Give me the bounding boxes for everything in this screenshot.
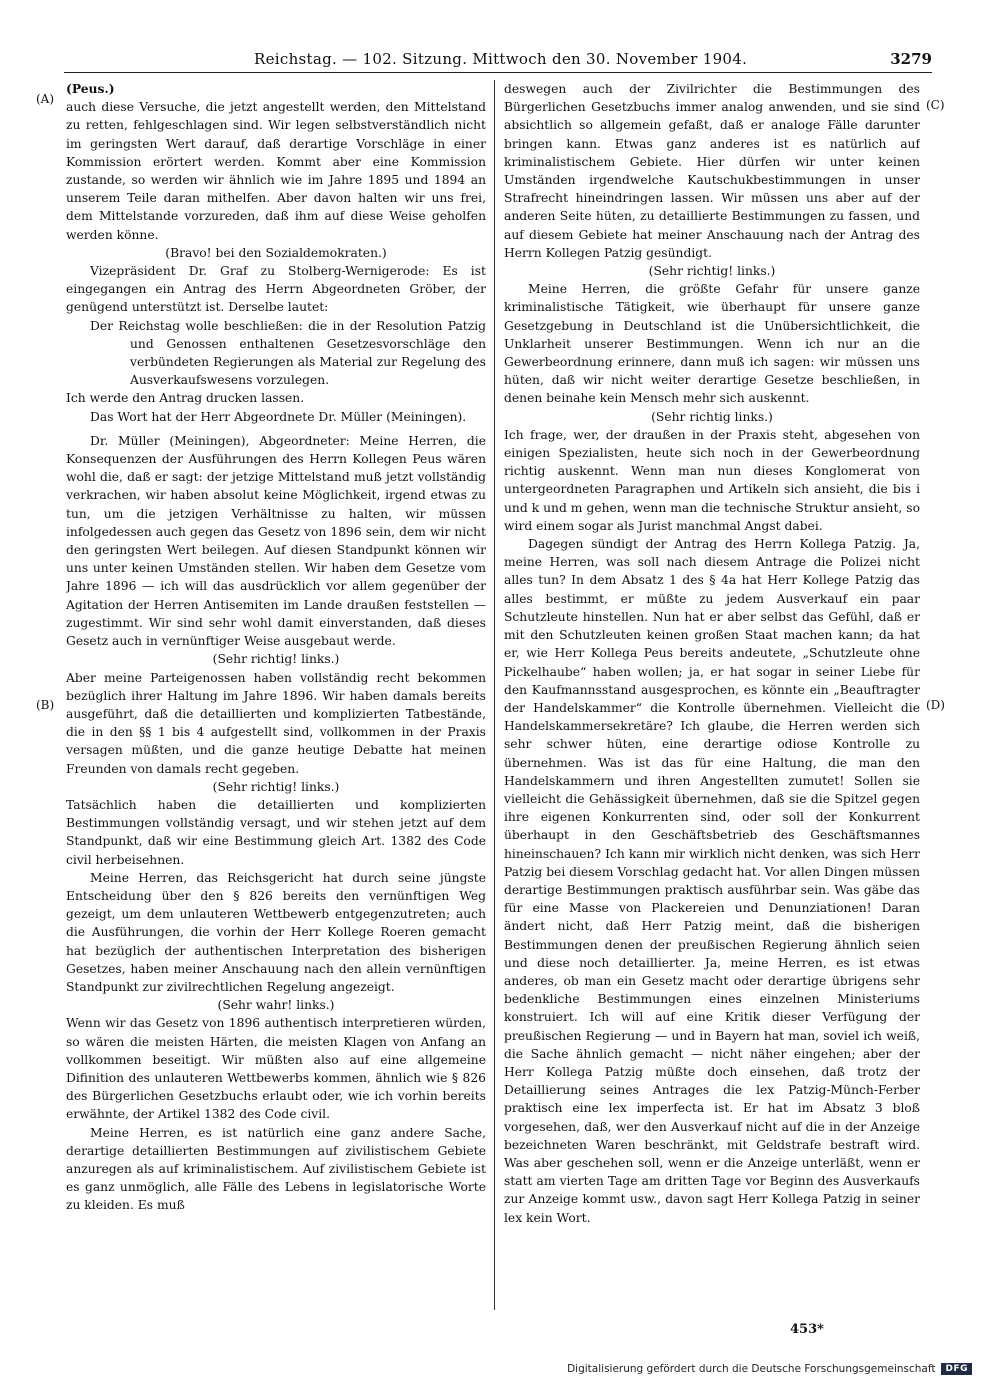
page-number: 3279 [890,50,932,68]
paragraph: Tatsächlich haben die detaillierten und komplizierten Bestimmungen vollständig versagt, und wir stehen jetzt auf dem Standpunkt, daß wir eine Bestimmung gleich Art. 1382 des Code civil herbeisehnen. [66,797,486,867]
interjection: (Sehr wahr! links.) [217,998,335,1013]
margin-marker-c: (C) [926,98,945,112]
paragraph: Wenn wir das Gesetz von 1896 authentisch interpretieren würden, so wären die meisten Härten, die meisten Klagen von Anfang an vollkommen beseitigt. Wir müßten also auf eine allgemeine Difinition des unlauteren Wettbewerbs kommen, ähnlich wie § 826 des Bürgerlichen Gesetzbuchs erlaubt oder, wie ich vorhin bereits erwähnte, der Artikel 1382 des Code civil. [66,1016,486,1122]
page-header [64,48,932,73]
interjection: (Bravo! bei den Sozialdemokraten.) [165,245,387,260]
running-title: Reichstag. — 102. Sitzung. Mittwoch den 30. November 1904. [254,50,748,68]
column-divider [494,80,495,1310]
sheet-signature: 453* [790,1322,824,1337]
paragraph: Ich werde den Antrag drucken lassen. [66,391,305,406]
speaker-tag: (Peus.) [66,81,115,96]
interjection: (Sehr richtig links.) [651,409,773,424]
interjection: (Sehr richtig! links.) [212,652,340,667]
paragraph: Der Reichstag wolle beschließen: die in der Resolution Patzig und Genossen enthaltenen Gesetzesvorschläge den verbündeten Regierungen als Material zur Regelung des Ausverkaufswesens vorzulegen. [90,318,486,388]
left-column [66,80,486,1310]
interjection: (Sehr richtig! links.) [648,264,776,279]
paragraph: Meine Herren, das Reichsgericht hat durch seine jüngste Entscheidung über den § 826 bereits den vernünftigen Weg gezeigt, um dem unlauteren Wettbewerb entgegenzutreten; auch die Ausführungen, die vorhin der Herr Kollege Roeren gemacht hat bezüglich der authentischen Interpretation des bisherigen Gesetzes, haben meiner Anschauung nach den allein vernünftigen Standpunkt zur zivilrechtlichen Regelung angezeigt. [66,870,486,994]
paragraph: Ich frage, wer, der draußen in der Praxis steht, abgesehen von einigen Spezialisten, heute sich noch in der Gewerbeordnung richtig auskennt. Wenn man nun dieses Konglomerat von untergeordneten Paragraphen und Artikeln sich ansieht, die bis i und k und m gehen, wenn man die technische Struktur ansieht, so wird einem sogar als Jurist manchmal Angst dabei. [504,427,920,533]
paragraph: Dr. Müller (Meiningen), Abgeordneter: Meine Herren, die Konsequenzen der Ausführungen des Herrn Kollegen Peus wären wohl die, daß er sagt: der jetzige Mittelstand muß jetzt vollständig verkrachen, wir haben absolut keine Möglichkeit, irgend etwas zu tun, um die jetzigen Verhältnisse zu halten, wir müssen infolgedessen auch gegen das Gesetz von 1896 sein, dem wir nicht den geringsten Wert beilegen. Auf diesen Standpunkt können wir uns unter keinen Umständen stellen. Wir haben dem Gesetze vom Jahre 1896 — ich will das ausdrücklich vor allem gegenüber der Agitation der Herren Antisemiten im Lande draußen feststellen — zugestimmt. Wir sind sehr wohl damit einverstanden, daß dieses Gesetz auch in vernünftiger Weise ausgebaut werde. [66,433,486,649]
paragraph: Dagegen sündigt der Antrag des Herrn Kollega Patzig. Ja, meine Herren, was soll nach diesem Antrage die Polizei nicht alles tun? In dem Absatz 1 des § 4a hat Herr Kollege Patzig das alles bestimmt, er müßte zu jedem Ausverkauf ein paar Schutzleute hinstellen. Nun hat er aber selbst das Gefühl, daß er mit den Schutzleuten keinen großen Staat machen kann; da hat er, wie Herr Kollega Peus bereits andeutete, „Schutzleute ohne Pickelhaube“ haben wollen; ja, er hat sogar in seiner Liebe für den Kaufmannsstand ausgesprochen, es könnte ein „Beauftragter der Handelskammer“ die Kontrolle übernehmen. Vielleicht die Handelskammersekretäre? Ich glaube, die Herren werden sich sehr schwer hüten, eine derartige odiose Kontrolle zu übernehmen. Was ist das für eine Haltung, die man den Handelskammern und ihren Angestellten zumutet! Sollen sie vielleicht die Gehässigkeit übernehmen, daß sie die Spitzel gegen ihre eigenen Konkurrenten sind, oder soll der Konkurrent überhaupt in den Geschäftsbetrieb des Geschäftsmannes hineinschauen? Ich kann mir wirklich nicht denken, was sich Herr Patzig bei diesem Vorschlag gedacht hat. Vor allen Dingen müssen derartige Bestimmungen praktisch ausführbar sein. Was gäbe das für eine Masse von Plackereien und Denunziationen! Daran ändert nicht, daß Herr Patzig meint, daß die bisherigen Bestimmungen denen der preußischen Regierung ähnlich seien und diese noch detaillierter. Ja, meine Herren, es ist etwas anderes, ob man ein Gesetz macht oder derartige übrigens sehr bedenkliche Bestimmungen eines einzelnen Ministeriums konstruiert. Ich will auf eine Kritik dieser Verfügung der preußischen Regierung — und in Bayern hat man, soviel ich weiß, die Sache ähnlich gemacht — nicht näher eingehen; aber der Herr Kollega Patzig müßte doch einsehen, daß trotz der Detaillierung seines Antrages die lex Patzig-Münch-Ferber praktisch eine lex imperfecta ist. Er hat im Absatz 3 bloß vorgesehen, daß, wer den Ausverkauf nicht auf die in der Anzeige bezeichneten Waren beschränkt, mit Geldstrafe bestraft wird. Was aber geschehen soll, wenn er die Anzeige unterläßt, wenn er statt am vierten Tage am dritten Tage vor Beginn des Ausverkaufs zur Anzeige kommt usw., davon sagt Herr Kollega Patzig in seiner lex kein Wort. [504,537,920,1225]
funding-note: Digitalisierung gefördert durch die Deutsche Forschungsgemeinschaft [567,1363,936,1375]
paragraph: auch diese Versuche, die jetzt angestellt werden, den Mittelstand zu retten, fehlgeschlagen sind. Wir legen selbstverständlich nicht im geringsten Wert darauf, daß derartige Vorschläge in einer Kommission erörtert werden. Kommt aber eine Kommission zustande, so werden wir ähnlich wie im Jahre 1895 und 1894 an unserem Teile daran mithelfen. Aber davon halten wir uns frei, dem Mittelstande vorzureden, daß ihm auf diese Weise geholfen werden könne. [66,100,486,242]
paragraph: Aber meine Parteigenossen haben vollständig recht bekommen bezüglich ihrer Haltung im Jahre 1896. Wir haben damals bereits ausgeführt, daß die detaillierten und komplizierten Tatbestände, die in den §§ 1 bis 4 aufgestellt sind, vollkommen in der Praxis versagen müßten, und die ganze heutige Debatte hat meinen Freunden von damals recht gegeben. [66,670,486,776]
margin-marker-d: (D) [926,698,945,712]
paragraph: Das Wort hat der Herr Abgeordnete Dr. Müller (Meiningen). [90,409,467,424]
margin-marker-a: (A) [36,92,55,106]
dfg-logo-icon: DFG [941,1363,972,1375]
paragraph: Vizepräsident Dr. Graf zu Stolberg-Wernigerode: Es ist eingegangen ein Antrag des Herrn Abgeordneten Gröber, der genügend unterstützt ist. Derselbe lautet: [66,264,486,315]
page-footer [567,1363,972,1375]
paragraph: Meine Herren, es ist natürlich eine ganz andere Sache, derartige detaillierten Bestimmungen auf zivilistischem Gebiete anzuregen als auf kriminalistischem. Auf zivilistischem Gebiete ist es ganz unmöglich, alle Fälle des Lebens in legislatorische Worte zu kleiden. Es muß [66,1125,486,1213]
right-column [504,80,920,1310]
paragraph: Meine Herren, die größte Gefahr für unsere ganze kriminalistische Tätigkeit, wie überhaupt für unsere ganze Gesetzgebung in Deutschland ist die Unübersichtlichkeit, die Unklarheit unserer Bestimmungen. Wenn ich nur an die Gewerbeordnung erinnere, dann muß ich sagen: wir müssen uns hüten, daß wir nicht weiter derartige Gesetze beschließen, in denen beinahe kein Mensch mehr sich auskennt. [504,282,920,406]
interjection: (Sehr richtig! links.) [212,779,340,794]
paragraph: deswegen auch der Zivilrichter die Bestimmungen des Bürgerlichen Gesetzbuchs immer analog anwenden, und sie sind absichtlich so allgemein gefaßt, daß er analoge Fälle darunter bringen kann. Etwas ganz anderes ist es natürlich auf kriminalistischem Gebiete. Hier dürfen wir unter keinen Umständen irgendwelche Kautschukbestimmungen in unser Strafrecht hineindringen lassen. Wir müssen uns aber auf der anderen Seite hüten, zu detaillierte Bestimmungen zu fassen, und auf diesem Gebiete hat meiner Anschauung nach der Antrag des Herrn Kollegen Patzig gesündigt. [504,82,920,260]
margin-marker-b: (B) [36,698,55,712]
